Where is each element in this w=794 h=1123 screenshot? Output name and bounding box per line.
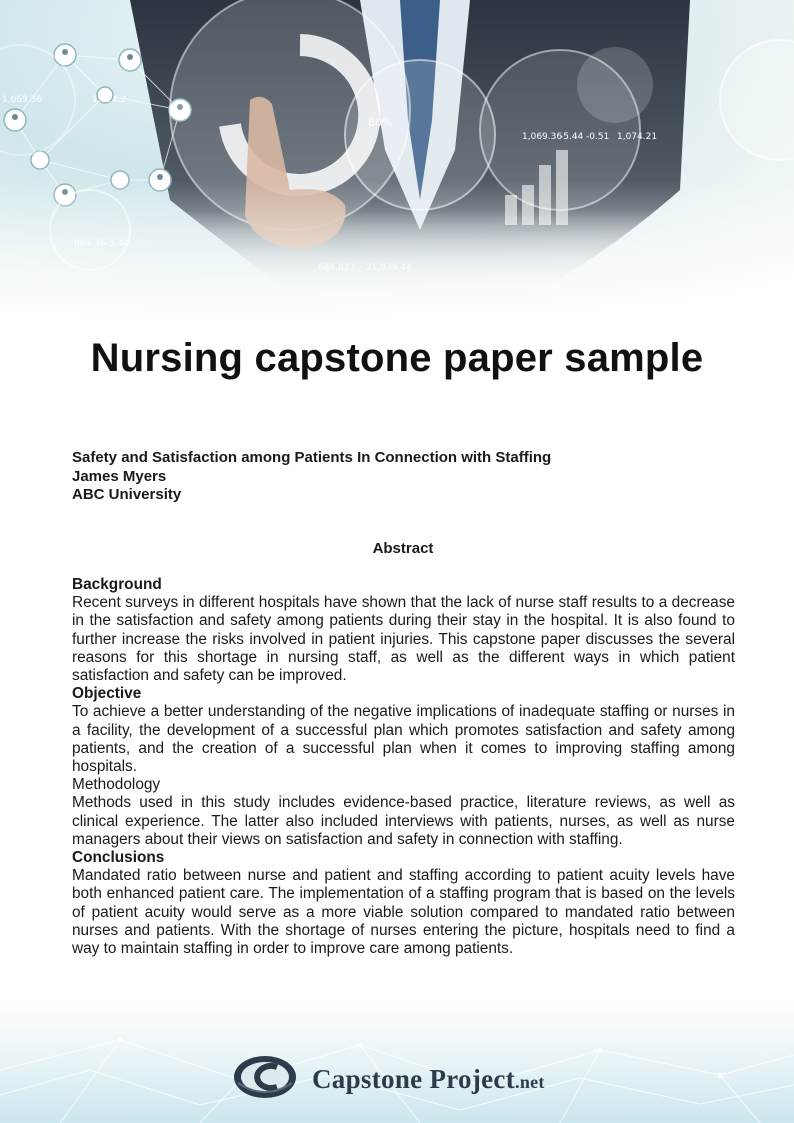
hero-label-left2: 1.074.2: [92, 95, 127, 105]
brand-name: [312, 1064, 545, 1095]
capstone-logo[interactable]: [232, 1052, 545, 1106]
section-text-methodology: Methods used in this study includes evidence-based practice, literature reviews, as well as clinical experience. The latter also included interviews with patients, nurses, as well as nurse managers about their views on satisfaction and safety in connection with staffing.: [72, 794, 735, 848]
hero-label-1074: 1,074.21: [617, 132, 658, 142]
section-text-objective: To achieve a better understanding of the negative implications of inadequate staffing or nurses in a facility, the development of a successful plan which promotes satisfaction and safety among patients, and the creation of a successful plan when it comes to improving staffing among hospitals.: [72, 703, 735, 776]
author-name: James Myers: [72, 467, 167, 485]
hero-illustration: [0, 0, 794, 330]
page-title: Nursing capstone paper sample: [90, 336, 704, 380]
section-heading-methodology: Methodology: [72, 776, 161, 794]
brand-text: Capstone Project: [312, 1063, 516, 1094]
hero-label-051: -0.51: [586, 132, 610, 142]
section-text-conclusions: Mandated ratio between nurse and patient and staffing according to patient acuity levels have both enhanced patient care. The implementation of a staffing program that is based on the levels of patient acuity would serve as a more viable solution compared to mandated ratio between nurses and patients. With the shortage of nurses entering the picture, hospitals need to find a way to maintain staffing in order to improve care among patients.: [72, 867, 735, 958]
hero-label-80: 80%: [368, 116, 393, 129]
hero-image: [0, 0, 794, 330]
hero-label-left: 1,069.36: [2, 95, 43, 105]
hero-label-1069: 1,069.36: [522, 132, 563, 142]
paper-title: Safety and Satisfaction among Patients In Connection with Staffing: [72, 449, 552, 466]
section-heading-conclusions: Conclusions: [72, 849, 165, 867]
paper-meta: [72, 449, 551, 505]
institution-name: ABC University: [72, 486, 182, 503]
abstract-heading: Abstract: [372, 540, 434, 557]
footer: [0, 1000, 794, 1123]
abstract-body: [72, 576, 735, 958]
brand-tld: .net: [515, 1071, 545, 1092]
capstone-c-logo-icon: [232, 1053, 298, 1106]
section-text-background: Recent surveys in different hospitals have shown that the lack of nurse staff results to a decrease in the satisfaction and safety among patients during their stay in the hospital. It is also found to further increase the risks involved in patient injuries. This capstone paper discusses the several reasons for this shortage in nursing staff, as well as the different ways in which patient satisfaction and safety can be improved.: [72, 594, 735, 685]
section-heading-background: Background: [72, 576, 162, 593]
hero-label-544: -5.44: [560, 132, 584, 142]
section-heading-objective: Objective: [72, 685, 142, 703]
